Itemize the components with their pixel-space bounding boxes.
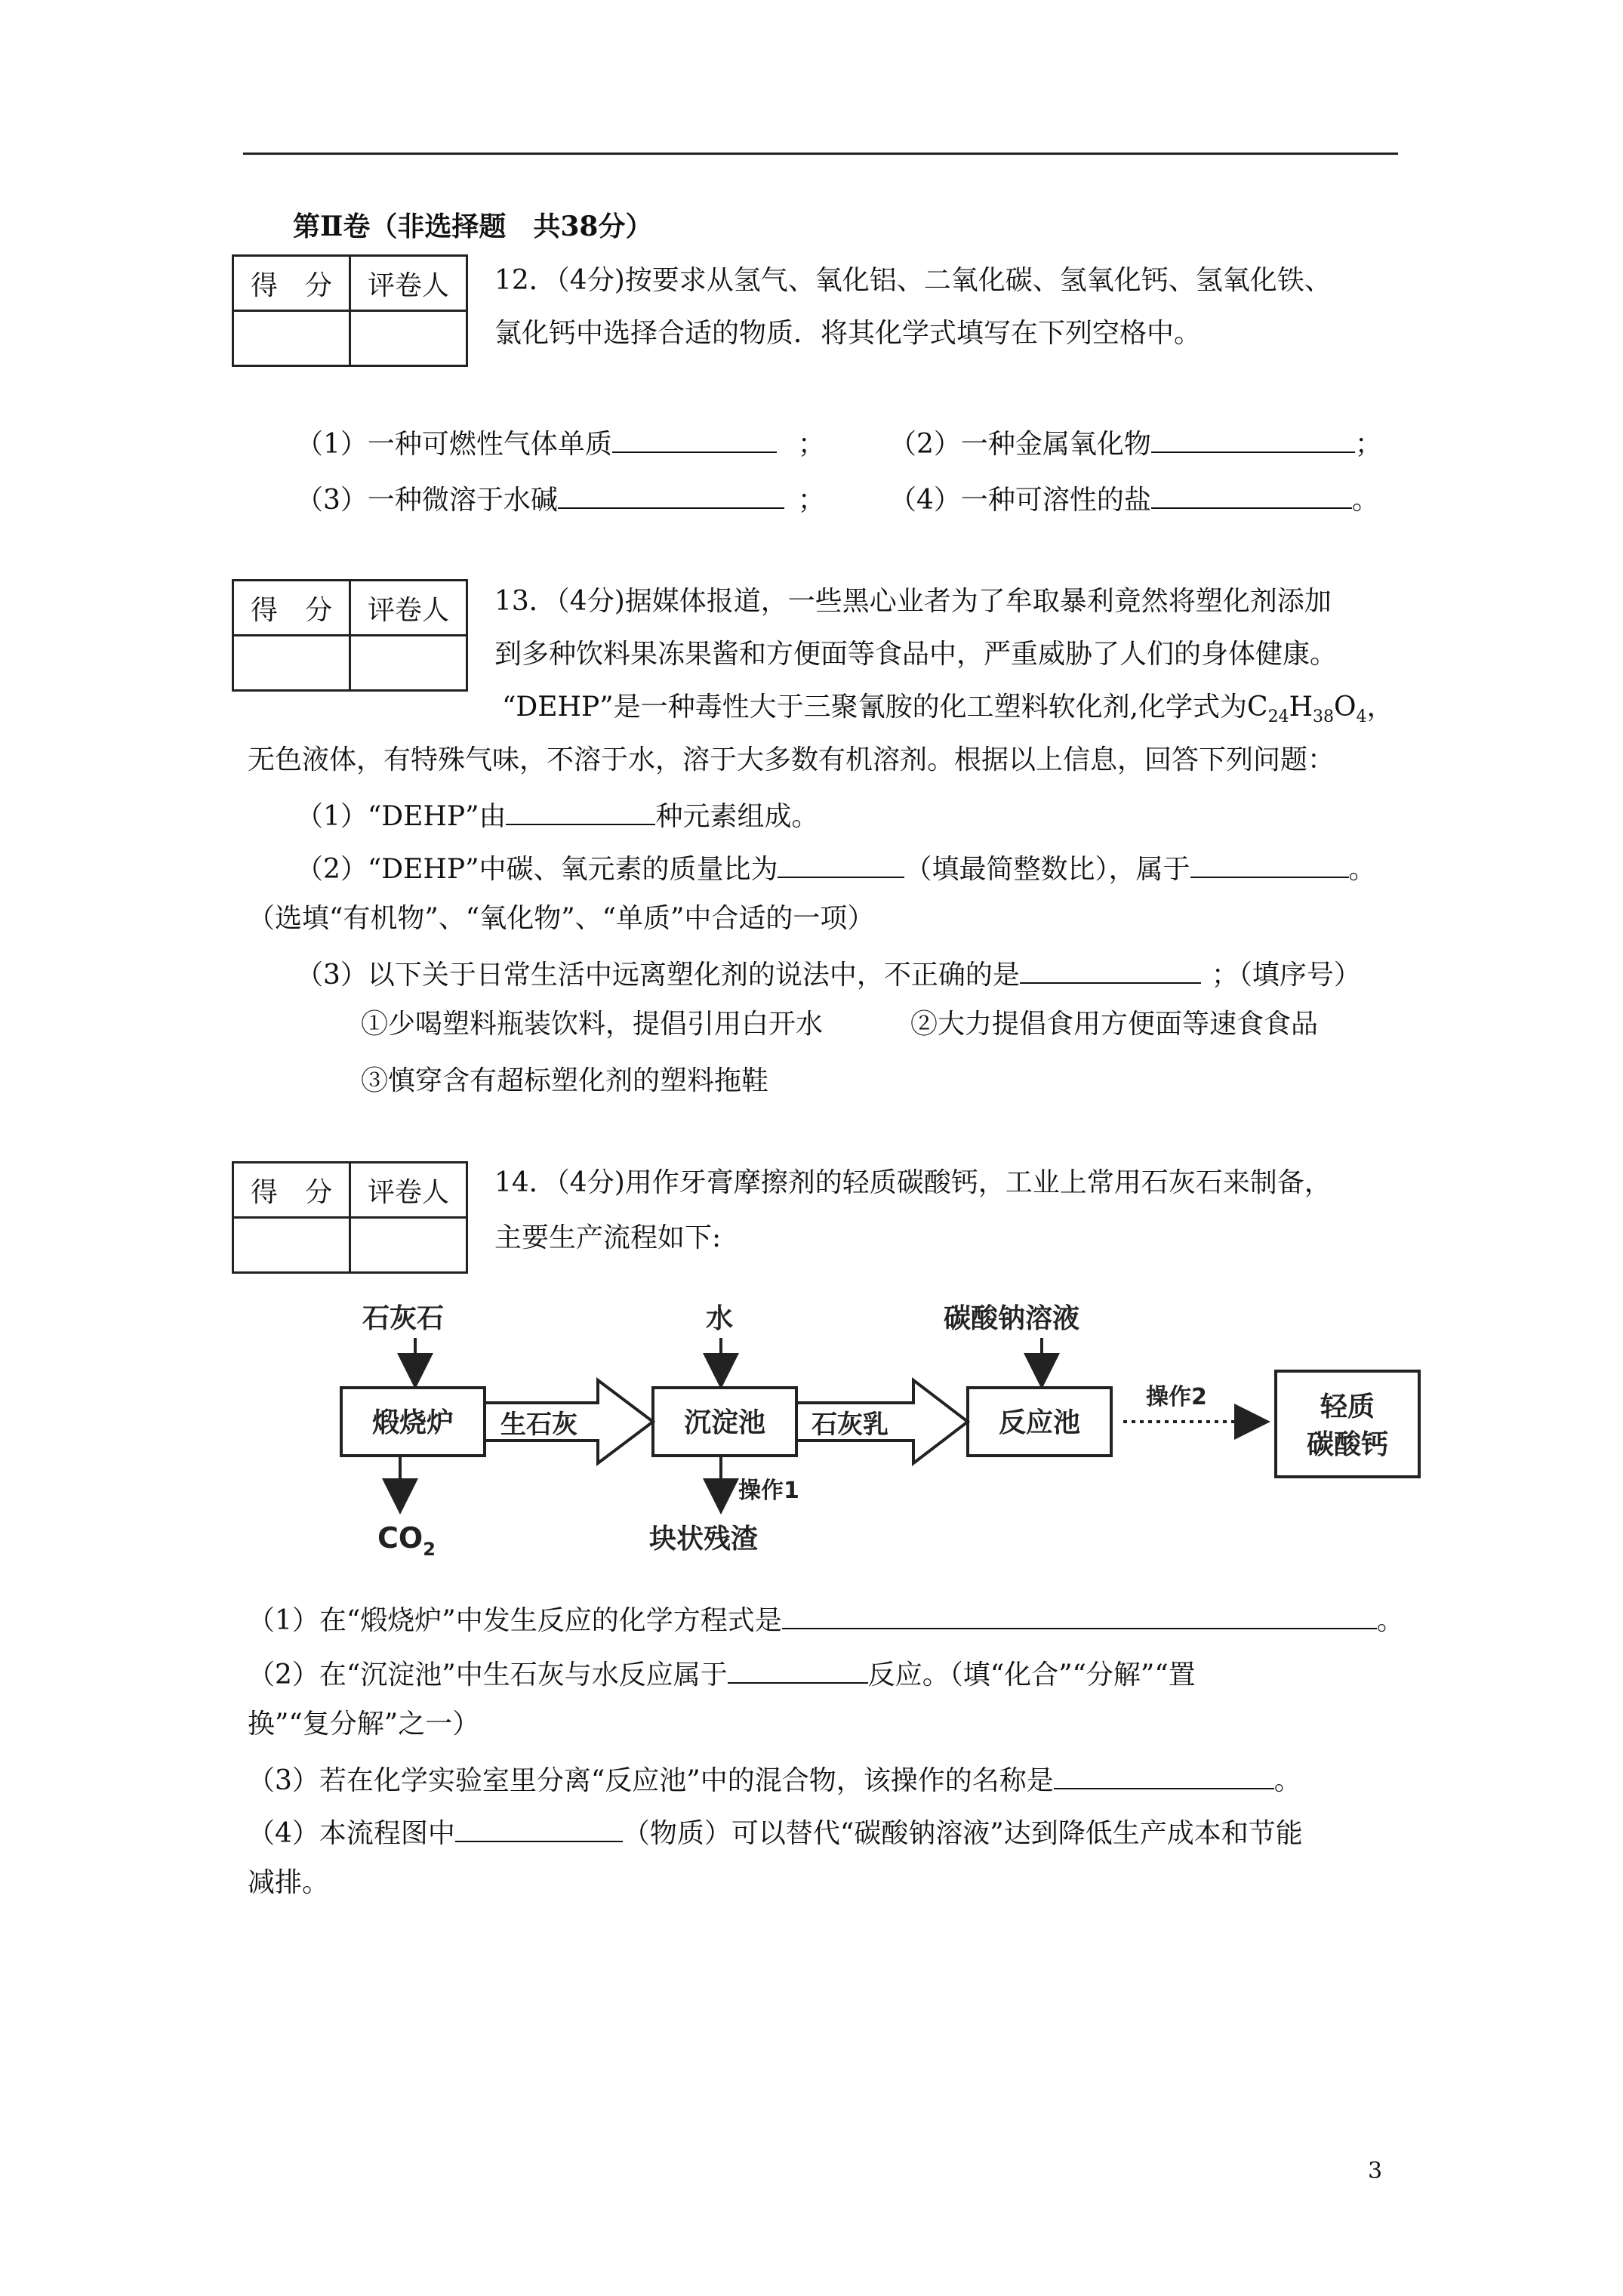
score-cell[interactable]	[233, 636, 350, 691]
q14-sub1	[248, 1601, 1404, 1638]
answer-blank[interactable]	[778, 849, 904, 878]
q13-sub3-text: （3）以下关于日常生活中远离塑化剂的说法中，不正确的是	[296, 960, 1020, 991]
q14-sub1-text: （1）在“煅烧炉”中发生反应的化学方程式是	[248, 1605, 782, 1636]
answer-blank[interactable]	[558, 480, 784, 509]
q14-sub2-text: （2）在“沉淀池”中生石灰与水反应属于	[248, 1660, 728, 1690]
grader-label: 评卷人	[350, 581, 467, 636]
q12-part3	[296, 480, 825, 517]
score-table-q14	[232, 1161, 468, 1274]
q13-sub3	[296, 955, 1361, 992]
q12-part3-text: （3）一种微溶于水碱	[296, 485, 558, 516]
q13-line3: “DEHP”是一种毒性大于三聚氰胺的化工塑料软化剂,化学式为$C_{24}H_{38}O_4$，	[502, 692, 1394, 727]
input-limestone-label: 石灰石	[362, 1303, 445, 1334]
q14-sub2-line2: 换”“复分解”之一）	[248, 1709, 480, 1740]
grader-cell[interactable]	[350, 636, 467, 691]
q12-part1-text: （1）一种可燃性气体单质	[296, 429, 612, 460]
output-co2-label: $CO_2$	[377, 1521, 436, 1560]
punct: 。	[1348, 854, 1376, 885]
q13-line1: 13．（4分)据媒体报道，一些黑心业者为了牟取暴利竟然将塑化剂添加	[494, 586, 1332, 617]
box-product-label-2: 碳酸钙	[1306, 1429, 1389, 1460]
op2-label: 操作2	[1146, 1384, 1207, 1410]
q13-sub3-text-end: ；（填序号）	[1211, 960, 1361, 991]
box-product-label-1: 轻质	[1320, 1391, 1375, 1422]
arrow-quicklime-label: 生石灰	[500, 1410, 577, 1440]
punct: 。	[1376, 1605, 1404, 1636]
box-furnace-label: 煅烧炉	[371, 1407, 454, 1438]
box-product	[1276, 1371, 1419, 1477]
box-settling-label: 沉淀池	[683, 1407, 766, 1438]
q13-line3-text: “DEHP”是一种毒性大于三聚氰胺的化工塑料软化剂,化学式为	[502, 692, 1248, 723]
q14-sub4-text: （4）本流程图中	[248, 1818, 455, 1849]
q12-part4	[889, 480, 1379, 517]
input-soda-label: 碳酸钠溶液	[944, 1303, 1080, 1334]
answer-blank[interactable]	[1020, 955, 1201, 984]
output-residue-label: 块状残渣	[649, 1524, 759, 1555]
score-label: 得 分	[233, 1163, 350, 1218]
grader-label: 评卷人	[350, 256, 467, 311]
q13-option1: ①少喝塑料瓶装饮料，提倡引用白开水	[361, 1009, 824, 1040]
q12-part1	[296, 424, 825, 461]
punct: 。	[1273, 1765, 1301, 1796]
section-title: 第Ⅱ卷（非选择题 共38分）	[293, 211, 653, 242]
grader-cell[interactable]	[350, 311, 467, 366]
q13-sub2-note: （选填“有机物”、“氧化物”、“单质”中合适的一项）	[248, 903, 875, 934]
score-cell[interactable]	[233, 311, 350, 366]
score-label: 得 分	[233, 256, 350, 311]
q13-option3: ③慎穿含有超标塑化剂的塑料拖鞋	[361, 1065, 769, 1096]
q13-sub1-text: （1）“DEHP”由	[296, 801, 507, 832]
answer-blank[interactable]	[1054, 1761, 1274, 1789]
q12-part4-text: （4）一种可溶性的盐	[889, 485, 1151, 516]
q14-line2: 主要生产流程如下:	[494, 1222, 722, 1253]
punct: 。	[1351, 485, 1379, 516]
grader-cell[interactable]	[350, 1218, 467, 1273]
answer-blank[interactable]	[1151, 480, 1352, 509]
answer-blank[interactable]	[782, 1601, 1377, 1629]
input-water-label: 水	[706, 1303, 734, 1334]
q13-sub2-text: （2）“DEHP”中碳、氧元素的质量比为	[296, 854, 778, 885]
q14-sub4-line2: 减排。	[248, 1867, 330, 1898]
op1-label: 操作1	[738, 1478, 799, 1504]
answer-blank[interactable]	[728, 1655, 868, 1684]
page-number: 3	[1368, 2158, 1383, 2184]
answer-blank[interactable]	[612, 424, 777, 453]
q14-sub3	[248, 1761, 1301, 1798]
punct: ；	[797, 485, 825, 516]
q12-intro-line1: 12．（4分)按要求从氢气、氧化铝、二氧化碳、氢氧化钙、氢氧化铁、	[494, 265, 1332, 296]
q14-sub3-text: （3）若在化学实验室里分离“反应池”中的混合物，该操作的名称是	[248, 1765, 1054, 1796]
q13-sub2	[296, 849, 1376, 886]
punct: ；	[797, 429, 825, 460]
q13-sub2-text-mid: （填最简整数比），属于	[904, 854, 1190, 885]
answer-blank[interactable]	[1190, 849, 1349, 878]
score-cell[interactable]	[233, 1218, 350, 1273]
q13-line2: 到多种饮料果冻果酱和方便面等食品中，严重威胁了人们的身体健康。	[494, 639, 1338, 670]
q13-sub1	[296, 797, 819, 834]
q12-part2	[889, 424, 1382, 461]
q13-option2: ②大力提倡食用方便面等速食食品	[910, 1009, 1319, 1040]
answer-blank[interactable]	[1151, 424, 1355, 453]
q12-intro-line2: 氯化钙中选择合适的物质．将其化学式填写在下列空格中。	[494, 318, 1202, 349]
q14-sub4	[248, 1814, 1303, 1851]
chemical-formula: $C_{24}H_{38}O_4$	[1247, 692, 1367, 727]
punct: ；	[1354, 429, 1382, 460]
box-reaction-label: 反应池	[998, 1407, 1081, 1438]
grader-label: 评卷人	[350, 1163, 467, 1218]
arrow-milk-of-lime-label: 石灰乳	[812, 1410, 888, 1440]
answer-blank[interactable]	[455, 1814, 623, 1842]
q12-part2-text: （2）一种金属氧化物	[889, 429, 1151, 460]
score-table-q13	[232, 579, 468, 692]
header-rule	[243, 153, 1398, 155]
q13-sub1-text-end: 种元素组成。	[655, 801, 819, 832]
score-label: 得 分	[233, 581, 350, 636]
answer-blank[interactable]	[506, 797, 655, 825]
q14-line1: 14．（4分)用作牙膏摩擦剂的轻质碳酸钙，工业上常用石灰石来制备，	[494, 1167, 1332, 1198]
score-table-q12	[232, 254, 468, 367]
q14-sub2-text-end: 反应。（填“化合”“分解”“置	[867, 1660, 1196, 1690]
q14-sub4-text-end: （物质）可以替代“碳酸钠溶液”达到降低生产成本和节能	[622, 1818, 1303, 1849]
q14-sub2	[248, 1655, 1196, 1692]
process-flow-diagram	[317, 1299, 1449, 1570]
q13-line4: 无色液体，有特殊气味，不溶于水，溶于大多数有机溶剂。根据以上信息，回答下列问题：	[248, 744, 1335, 775]
